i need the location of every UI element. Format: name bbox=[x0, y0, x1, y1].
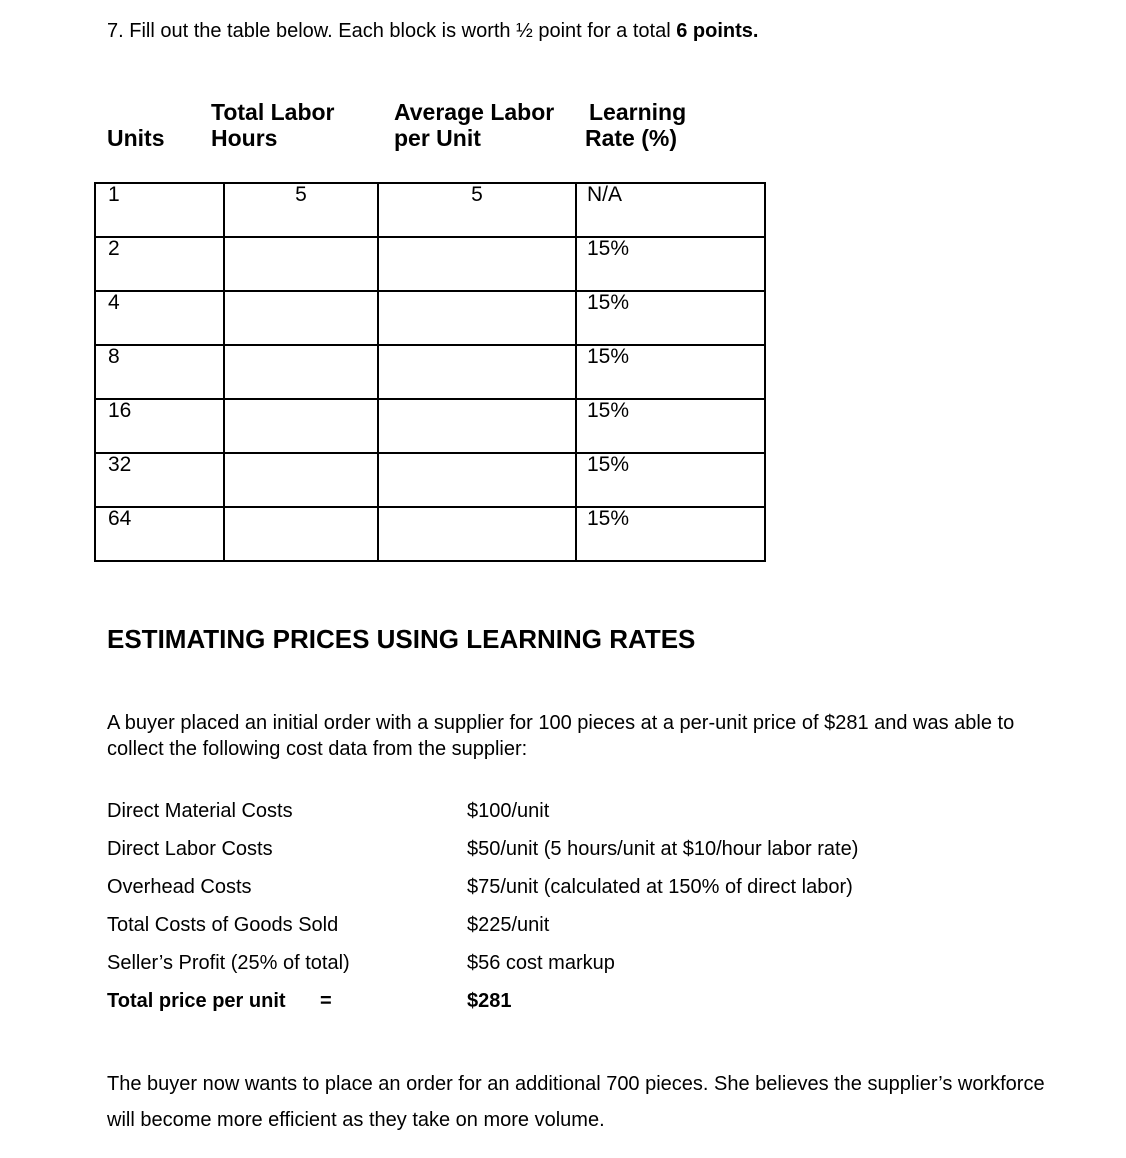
cost-value: $75/unit (calculated at 150% of direct labor) bbox=[467, 876, 853, 898]
cost-value: $50/unit (5 hours/unit at $10/hour labor rate) bbox=[467, 838, 859, 860]
cost-label: Overhead Costs bbox=[107, 876, 252, 898]
units-cell: 4 bbox=[95, 291, 224, 345]
avg-per-unit-cell[interactable] bbox=[378, 237, 576, 291]
learning-rate-cell: 15% bbox=[576, 507, 765, 561]
table-row bbox=[95, 291, 765, 345]
total-price-value: $281 bbox=[467, 990, 512, 1012]
section-title: ESTIMATING PRICES USING LEARNING RATES bbox=[107, 624, 696, 654]
units-cell: 2 bbox=[95, 237, 224, 291]
header-units: Units bbox=[107, 125, 165, 151]
total-hours-cell[interactable] bbox=[224, 453, 378, 507]
table-row bbox=[95, 183, 765, 237]
learning-rate-cell: 15% bbox=[576, 291, 765, 345]
cost-label: Direct Labor Costs bbox=[107, 838, 273, 860]
units-cell: 8 bbox=[95, 345, 224, 399]
total-price-label: Total price per unit bbox=[107, 990, 286, 1012]
learning-rate-cell: 15% bbox=[576, 399, 765, 453]
avg-per-unit-cell[interactable] bbox=[378, 399, 576, 453]
cost-label: Direct Material Costs bbox=[107, 800, 293, 822]
total-hours-cell[interactable] bbox=[224, 237, 378, 291]
cost-label: Seller’s Profit (25% of total) bbox=[107, 952, 350, 974]
header-total-labor-line1: Total Labor bbox=[211, 99, 335, 125]
cost-value: $56 cost markup bbox=[467, 952, 615, 974]
header-average-labor bbox=[394, 99, 554, 151]
intro-paragraph: A buyer placed an initial order with a supplier for 100 pieces at a per-unit price of $281 and was able to collect the following cost data from the supplier: bbox=[107, 712, 1015, 760]
total-hours-cell[interactable] bbox=[224, 399, 378, 453]
total-hours-cell[interactable] bbox=[224, 345, 378, 399]
table-row bbox=[95, 507, 765, 561]
total-price-equals: = bbox=[320, 990, 332, 1012]
question-points: 6 points. bbox=[676, 20, 759, 42]
avg-per-unit-cell[interactable] bbox=[378, 345, 576, 399]
table-row bbox=[95, 399, 765, 453]
total-hours-cell[interactable]: 5 bbox=[224, 183, 378, 237]
units-cell: 1 bbox=[95, 183, 224, 237]
header-learning-rate-line1: Learning bbox=[589, 99, 687, 125]
header-total-labor-line2: Hours bbox=[211, 125, 278, 151]
table-row bbox=[95, 237, 765, 291]
avg-per-unit-cell[interactable] bbox=[378, 507, 576, 561]
learning-rate-cell: N/A bbox=[576, 183, 765, 237]
cost-label: Total Costs of Goods Sold bbox=[107, 914, 339, 936]
cost-value: $100/unit bbox=[467, 800, 550, 822]
table-row bbox=[95, 345, 765, 399]
total-hours-cell[interactable] bbox=[224, 291, 378, 345]
header-average-labor-line1: Average Labor bbox=[394, 99, 555, 125]
header-average-labor-line2: per Unit bbox=[394, 125, 481, 151]
header-total-labor bbox=[211, 99, 335, 151]
avg-per-unit-cell[interactable] bbox=[378, 291, 576, 345]
cost-value: $225/unit bbox=[467, 914, 550, 936]
closing-paragraph: The buyer now wants to place an order for an additional 700 pieces. She believes the supplier’s workforce will become more efficient as they take on more volume. bbox=[107, 1073, 1045, 1131]
avg-per-unit-cell[interactable] bbox=[378, 453, 576, 507]
units-cell: 64 bbox=[95, 507, 224, 561]
learning-rate-cell: 15% bbox=[576, 237, 765, 291]
avg-per-unit-cell[interactable]: 5 bbox=[378, 183, 576, 237]
units-cell: 16 bbox=[95, 399, 224, 453]
header-learning-rate-line2: Rate (%) bbox=[585, 125, 678, 151]
learning-table bbox=[94, 182, 766, 562]
question-text bbox=[107, 20, 758, 43]
header-learning-rate bbox=[585, 99, 686, 151]
learning-rate-cell: 15% bbox=[576, 453, 765, 507]
question-prompt: 7. Fill out the table below. Each block is worth ½ point for a total bbox=[107, 20, 677, 42]
units-cell: 32 bbox=[95, 453, 224, 507]
total-hours-cell[interactable] bbox=[224, 507, 378, 561]
table-row bbox=[95, 453, 765, 507]
learning-rate-cell: 15% bbox=[576, 345, 765, 399]
